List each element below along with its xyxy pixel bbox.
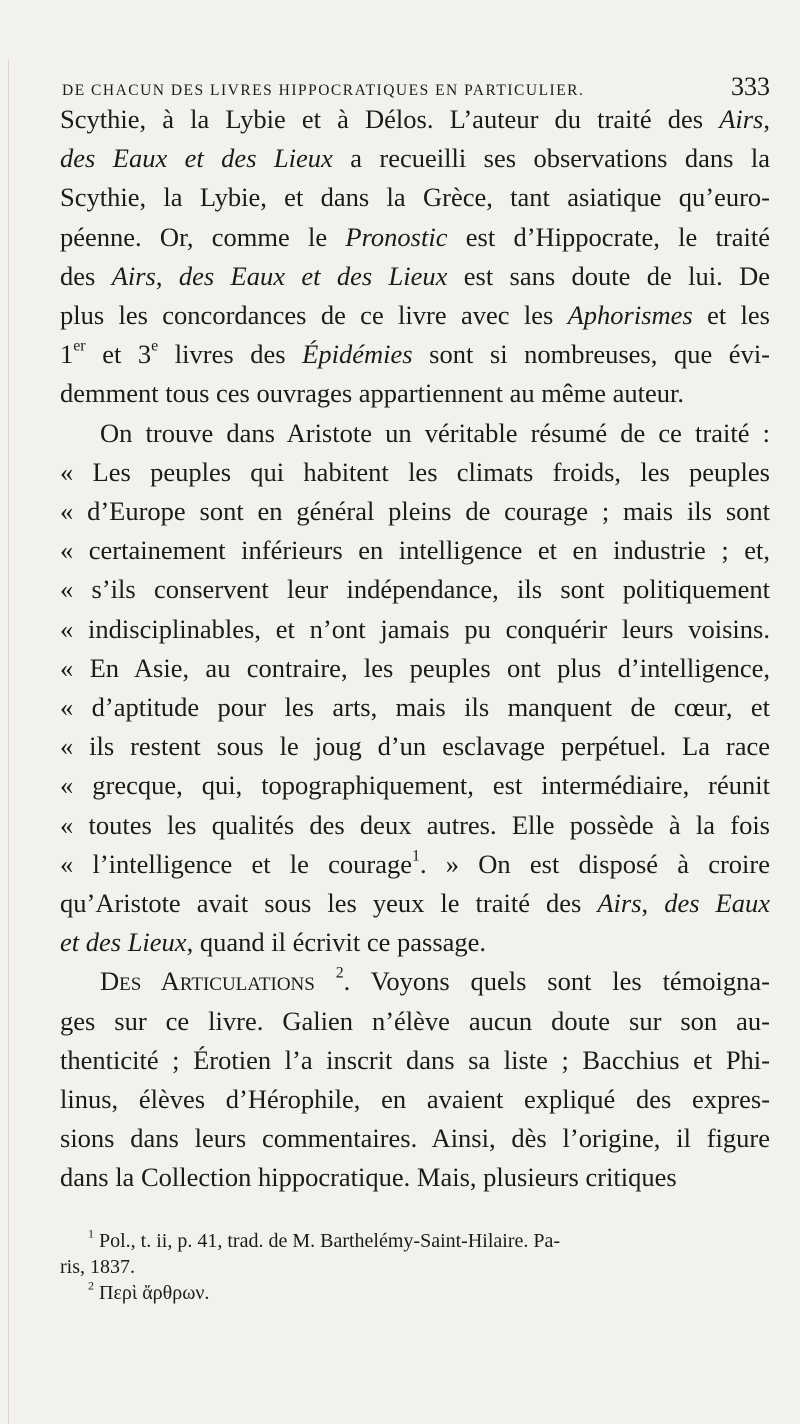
text-line — [60, 1119, 770, 1158]
text-run: dans la Collection hippocratique. Mais, plusieurs critiques — [60, 1162, 677, 1193]
page-gutter-line — [8, 60, 9, 1424]
text-run: ges sur ce livre. Galien n’élève aucun doute sur son au- — [60, 1005, 770, 1036]
text-run: livres des — [158, 339, 303, 370]
text-line — [60, 570, 770, 609]
footnotes — [60, 1228, 770, 1306]
text-run: « d’Europe sont en général pleins de courage ; mais ils sont — [60, 496, 770, 527]
text-line — [60, 218, 770, 257]
text-run: péenne. Or, comme le — [60, 221, 346, 252]
italic-text: Airs — [111, 260, 156, 291]
italic-text: Airs — [719, 104, 764, 134]
page-number: 333 — [731, 72, 770, 101]
superscript: 2 — [335, 964, 344, 982]
footnote-1-marker: 1 — [88, 1226, 94, 1241]
text-run: « Les peuples qui habitent les climats froids, les peuples — [60, 456, 770, 487]
text-run: sont si nombreuses, que évi- — [412, 339, 770, 370]
text-run: demment tous ces ouvrages appartiennent au même auteur. — [60, 378, 685, 409]
text-line — [60, 453, 770, 492]
superscript: e — [151, 337, 159, 355]
text-run: Scythie, à la Lybie et à Délos. L’auteur du traité des — [60, 104, 720, 134]
text-run: , — [763, 104, 770, 134]
text-line — [60, 414, 770, 453]
text-run: On trouve dans Aristote un véritable résumé de ce traité : — [100, 417, 770, 448]
text-line — [60, 766, 770, 805]
text-line — [60, 845, 770, 884]
text-run: sions dans leurs commentaires. Ainsi, dès l’origine, il figure — [60, 1123, 770, 1154]
italic-text: des Eaux et des Lieux — [60, 143, 333, 174]
text-run: est d’Hippocrate, le traité — [447, 221, 770, 252]
section-heading: Des Articulations — [100, 966, 315, 997]
text-run: « toutes les qualités des deux autres. Elle possède à la fois — [60, 809, 770, 840]
italic-text: Épidémies — [302, 339, 413, 370]
body-text — [60, 100, 770, 1198]
text-line — [60, 727, 770, 766]
text-line — [60, 1158, 770, 1197]
italic-text: Airs — [597, 888, 642, 919]
italic-text: et des Lieux — [60, 927, 187, 958]
footnote-1-continuation: ris, 1837. — [60, 1255, 135, 1278]
superscript: er — [73, 337, 86, 355]
text-line — [60, 649, 770, 688]
superscript: 1 — [412, 847, 420, 865]
text-line — [60, 962, 770, 1001]
footnote-2-marker: 2 — [88, 1278, 94, 1293]
footnote-2 — [60, 1280, 770, 1306]
footnote-1-text: Pol., t. ii, p. 41, trad. de M. Barthelémy-Saint-Hilaire. Pa- — [99, 1229, 561, 1252]
text-line — [60, 610, 770, 649]
text-run: « certainement inférieurs en intelligence et en industrie ; et, — [60, 535, 770, 566]
text-run: . » On est disposé à croire — [419, 848, 770, 879]
text-run: « En Asie, au contraire, les peuples ont plus d’intelligence, — [60, 652, 770, 683]
text-run: est sans doute de lui. De — [447, 260, 770, 291]
text-line — [60, 100, 770, 139]
text-run: « ils restent sous le joug d’un esclavage perpétuel. La race — [60, 731, 770, 762]
text-run: 1 — [60, 339, 74, 370]
text-run: « l’intelligence et le courage — [60, 848, 413, 879]
footnote-1 — [60, 1228, 770, 1254]
text-line — [60, 923, 770, 962]
text-line — [60, 1041, 770, 1080]
text-run: « grecque, qui, topographiquement, est intermédiaire, réunit — [60, 770, 770, 801]
text-line — [60, 178, 770, 217]
text-run: et 3 — [85, 339, 152, 370]
text-run: « indisciplinables, et n’ont jamais pu conquérir leurs voisins. — [60, 613, 770, 644]
text-line — [60, 531, 770, 570]
text-run: , — [641, 888, 665, 919]
text-run: « s’ils conservent leur indépendance, ils sont politiquement — [60, 574, 770, 605]
running-title: DE CHACUN DES LIVRES HIPPOCRATIQUES EN PARTICULIER. — [62, 82, 585, 99]
text-line — [60, 374, 770, 413]
text-line — [60, 1002, 770, 1041]
text-run: plus les concordances de ce livre avec les — [60, 300, 568, 331]
text-run: « d’aptitude pour les arts, mais ils manquent de cœur, et — [60, 692, 770, 723]
running-header — [60, 60, 770, 100]
text-line — [60, 139, 770, 178]
text-line — [60, 492, 770, 531]
text-run — [315, 966, 336, 996]
text-line — [60, 688, 770, 727]
text-run: thenticité ; Érotien l’a inscrit dans sa liste ; Bacchius et Phi- — [60, 1044, 770, 1075]
text-run: , quand il écrivit ce passage. — [186, 927, 487, 958]
text-line — [60, 335, 770, 374]
text-run: , — [155, 260, 179, 291]
italic-text: Aphorismes — [567, 300, 693, 331]
italic-text: des Eaux et des Lieux — [178, 260, 448, 291]
text-run: a recueilli ses observations dans la — [332, 143, 770, 174]
text-run: Scythie, la Lybie, et dans la Grèce, tant asiatique qu’euro- — [60, 182, 770, 213]
text-line — [60, 296, 770, 335]
text-line — [60, 884, 770, 923]
text-line — [60, 257, 770, 296]
book-page — [60, 60, 770, 1306]
italic-text: Pronostic — [345, 221, 448, 252]
text-run: qu’Aristote avait sous les yeux le traité des — [60, 888, 598, 919]
text-run: des — [60, 260, 112, 291]
italic-text: des Eaux — [664, 888, 771, 919]
text-line — [60, 1080, 770, 1119]
footnote-2-text: Περὶ ἄρθρων. — [99, 1281, 210, 1304]
text-run: linus, élèves d’Hérophile, en avaient expliqué des expres- — [60, 1084, 770, 1115]
text-run: et les — [692, 300, 770, 331]
text-run: . Voyons quels sont les témoigna- — [343, 966, 771, 997]
text-line — [60, 806, 770, 845]
